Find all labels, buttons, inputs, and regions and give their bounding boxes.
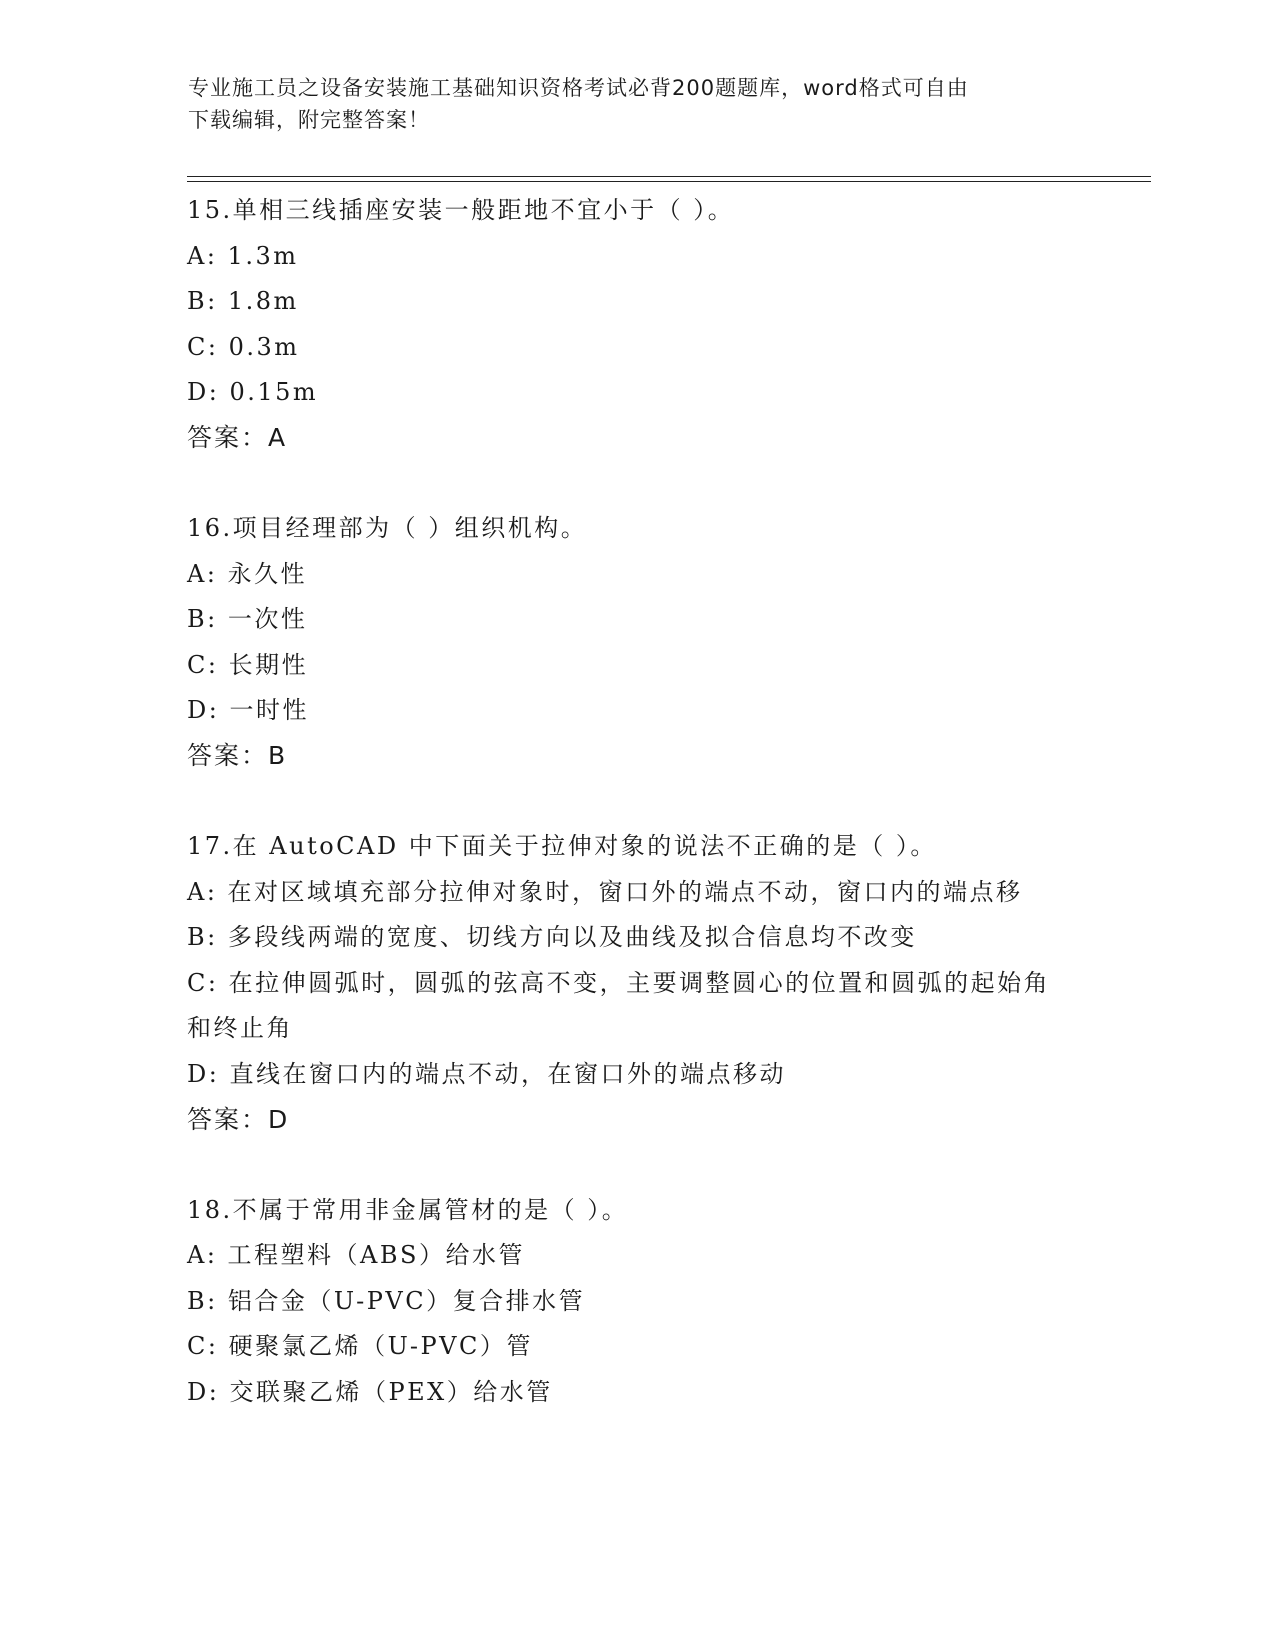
header-line-1: 专业施工员之设备安装施工基础知识资格考试必背200题题库，word格式可自由 [188, 76, 969, 100]
header-divider-bottom [187, 181, 1151, 182]
question-16 [187, 506, 1087, 778]
header-divider-top [187, 176, 1151, 177]
question-18 [187, 1188, 1087, 1416]
option-b: B: 1.8m [187, 287, 299, 316]
question-list [187, 188, 1087, 1461]
option-a: A: 在对区域填充部分拉伸对象时，窗口外的端点不动，窗口内的端点移 [187, 877, 1023, 906]
header-line-2: 下载编辑，附完整答案！ [188, 108, 430, 132]
option-a: A: 工程塑料（ABS）给水管 [187, 1241, 525, 1270]
option-b: B: 一次性 [187, 605, 308, 634]
option-c: C: 在拉伸圆弧时，圆弧的弦高不变，主要调整圆心的位置和圆弧的起始角和终止角 [187, 968, 1051, 1043]
option-a: A: 永久性 [187, 559, 308, 588]
option-a: A: 1.3m [187, 241, 299, 270]
question-stem: 17.在 AutoCAD 中下面关于拉伸对象的说法不正确的是（ ）。 [187, 831, 937, 860]
option-b: B: 多段线两端的宽度、切线方向以及曲线及拟合信息均不改变 [187, 923, 917, 952]
option-c: C: 0.3m [187, 332, 300, 361]
option-c: C: 长期性 [187, 650, 309, 679]
option-d: D: 交联聚乙烯（PEX）给水管 [187, 1377, 553, 1406]
document-header [188, 72, 1088, 136]
option-c: C: 硬聚氯乙烯（U-PVC）管 [187, 1332, 533, 1361]
question-stem: 16.项目经理部为（ ）组织机构。 [187, 513, 588, 542]
answer: 答案：D [187, 1104, 290, 1134]
question-17 [187, 824, 1087, 1142]
answer: 答案：B [187, 740, 288, 770]
option-b: B: 铝合金（U-PVC）复合排水管 [187, 1286, 586, 1315]
answer: 答案：A [187, 422, 288, 452]
question-stem: 15.单相三线插座安装一般距地不宜小于（ ）。 [187, 196, 735, 224]
option-d: D: 直线在窗口内的端点不动，在窗口外的端点移动 [187, 1059, 786, 1088]
question-stem: 18.不属于常用非金属管材的是（ ）。 [187, 1195, 629, 1224]
question-15 [187, 188, 1087, 460]
option-d: D: 0.15m [187, 378, 319, 407]
option-d: D: 一时性 [187, 696, 309, 725]
